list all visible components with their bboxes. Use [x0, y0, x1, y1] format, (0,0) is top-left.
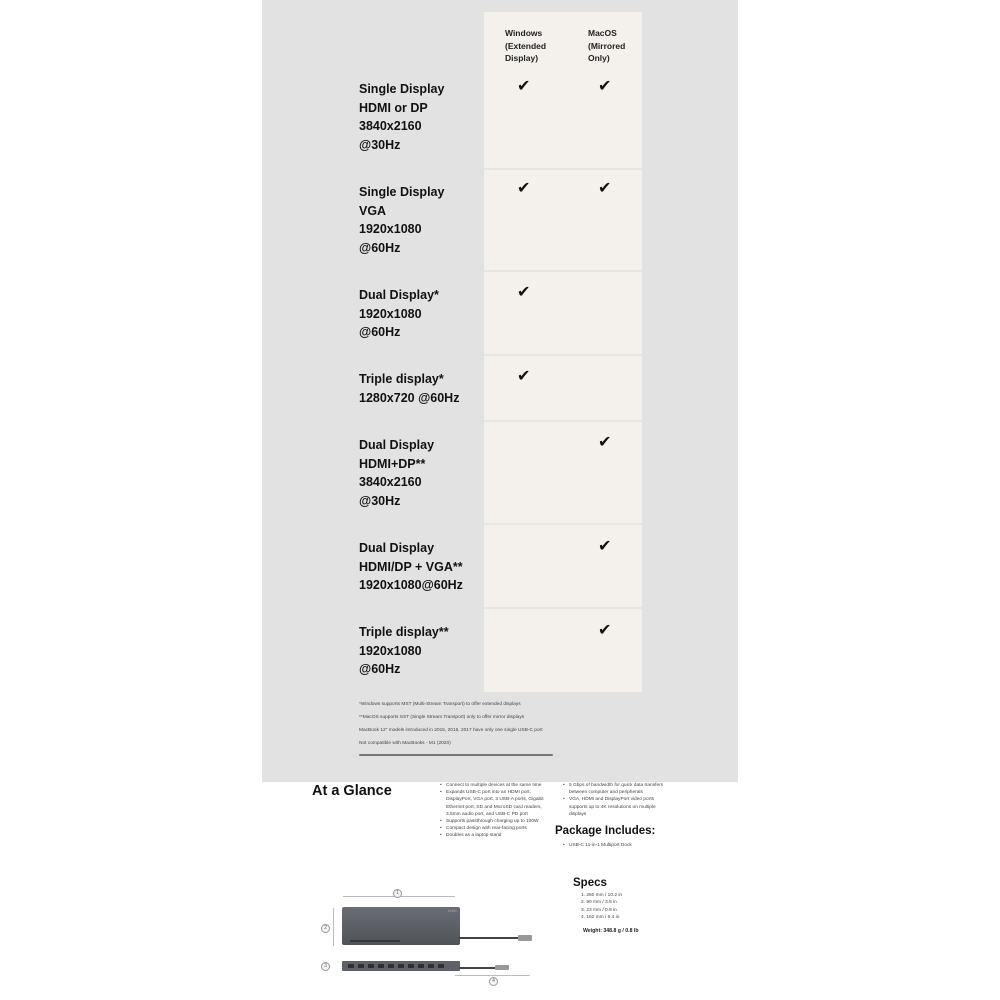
footnote: *Windows supports MST (Multi-Stream Transport) to offer extended displays	[359, 702, 521, 707]
callout-1: 1	[393, 889, 402, 898]
row-label: Triple display** 1920x1080 @60Hz	[359, 625, 449, 676]
section-title-package-includes: Package Includes:	[555, 825, 656, 837]
brand-label: belkin	[447, 909, 457, 913]
dock-front-edge	[350, 940, 400, 942]
row-divider	[484, 354, 642, 356]
row-label: Dual Display HDMI+DP** 3840x2160 @30Hz	[359, 438, 435, 508]
section-title-at-a-glance: At a Glance	[312, 783, 392, 799]
row-label: Single Display HDMI or DP 3840x2160 @30Hz	[359, 82, 445, 152]
row-label: Dual Display HDMI/DP + VGA** 1920x1080@60Hz	[359, 541, 463, 592]
specs-list	[581, 892, 622, 921]
list-item: • 5 Gbps of bandwidth for quick data transfers between computer and peripherals	[563, 782, 673, 796]
row-divider	[484, 168, 642, 170]
row-label: Triple display* 1280x720 @60Hz	[359, 372, 460, 405]
usb-c-connector-side	[495, 965, 509, 970]
check-icon-macos: ✔	[598, 620, 612, 639]
check-icon-macos: ✔	[598, 178, 612, 197]
list-item: • Connect to multiple devices at the same time	[440, 782, 552, 789]
check-icon-windows: ✔	[517, 366, 531, 385]
callout-4: 4	[489, 977, 498, 986]
port-strip	[348, 964, 448, 968]
footnote: **MacOS supports SST (Single Stream Transport) only to offer mirror displays	[359, 715, 525, 720]
row-divider	[484, 270, 642, 272]
usb-c-cable	[459, 937, 524, 939]
list-item: • Expands USB-C port into an HDMI port, DisplayPort, VGA port, 3 USB-A ports, Gigabit Ethernet port, SD and MicroSD card readers, 3.5mm audio port, and USB-C PD port	[440, 789, 552, 818]
horizontal-scrollbar[interactable]	[359, 754, 553, 756]
header-windows: Windows (Extended Display)	[505, 28, 547, 63]
compatibility-table-column	[484, 12, 642, 692]
list-item: • Supports passthrough charging up to 100W	[440, 818, 552, 825]
dimension-line-cable	[455, 975, 530, 976]
row-label: Dual Display* 1920x1080 @60Hz	[359, 288, 439, 339]
row-divider	[484, 523, 642, 525]
package-list	[563, 842, 673, 849]
spec-item: 4. 162 mm / 6.4 in	[581, 914, 620, 920]
check-icon-windows: ✔	[517, 178, 531, 197]
list-item: • VGA, HDMI and DisplayPort video ports supports up to 4K resolutions on multiple displays	[563, 796, 673, 818]
header-macos: MacOS (Mirrored Only)	[588, 28, 626, 63]
row-divider	[484, 420, 642, 422]
row-label: Single Display VGA 1920x1080 @60Hz	[359, 185, 445, 255]
check-icon-windows: ✔	[517, 282, 531, 301]
check-icon-macos: ✔	[598, 76, 612, 95]
usb-c-connector	[518, 935, 532, 941]
spec-item: 3. 23 mm / 0.9 in	[581, 907, 617, 913]
list-item: • USB-C 11-in-1 Multiport Dock	[563, 842, 673, 849]
usb-c-cable-side	[459, 967, 499, 969]
spec-item: 1. 260 mm / 10.2 in	[581, 893, 623, 898]
callout-2: 2	[321, 924, 330, 933]
check-icon-macos: ✔	[598, 432, 612, 451]
spec-weight: Weight: 348.8 g / 0.8 lb	[583, 928, 639, 934]
dock-top-view	[342, 907, 460, 945]
glance-features-list-1	[440, 782, 552, 840]
check-icon-windows: ✔	[517, 76, 531, 95]
row-divider	[484, 607, 642, 609]
check-icon-macos: ✔	[598, 536, 612, 555]
section-title-specs: Specs	[573, 877, 607, 889]
footnote: MacBook 12" models introduced in 2015, 2016, 2017 have only one single USB-C port	[359, 728, 543, 733]
dimension-line-depth	[333, 908, 334, 946]
list-item: • Compact design with rear-facing ports	[440, 825, 552, 832]
glance-features-list-2	[563, 782, 673, 818]
footnote: Not compatible with MacBooks - M1 (2020)	[359, 741, 451, 746]
spec-item: 2. 90 mm / 3.5 in	[581, 900, 617, 906]
dock-side-view	[342, 961, 460, 971]
list-item: • Doubles as a laptop stand	[440, 832, 552, 839]
callout-3: 3	[321, 962, 330, 971]
